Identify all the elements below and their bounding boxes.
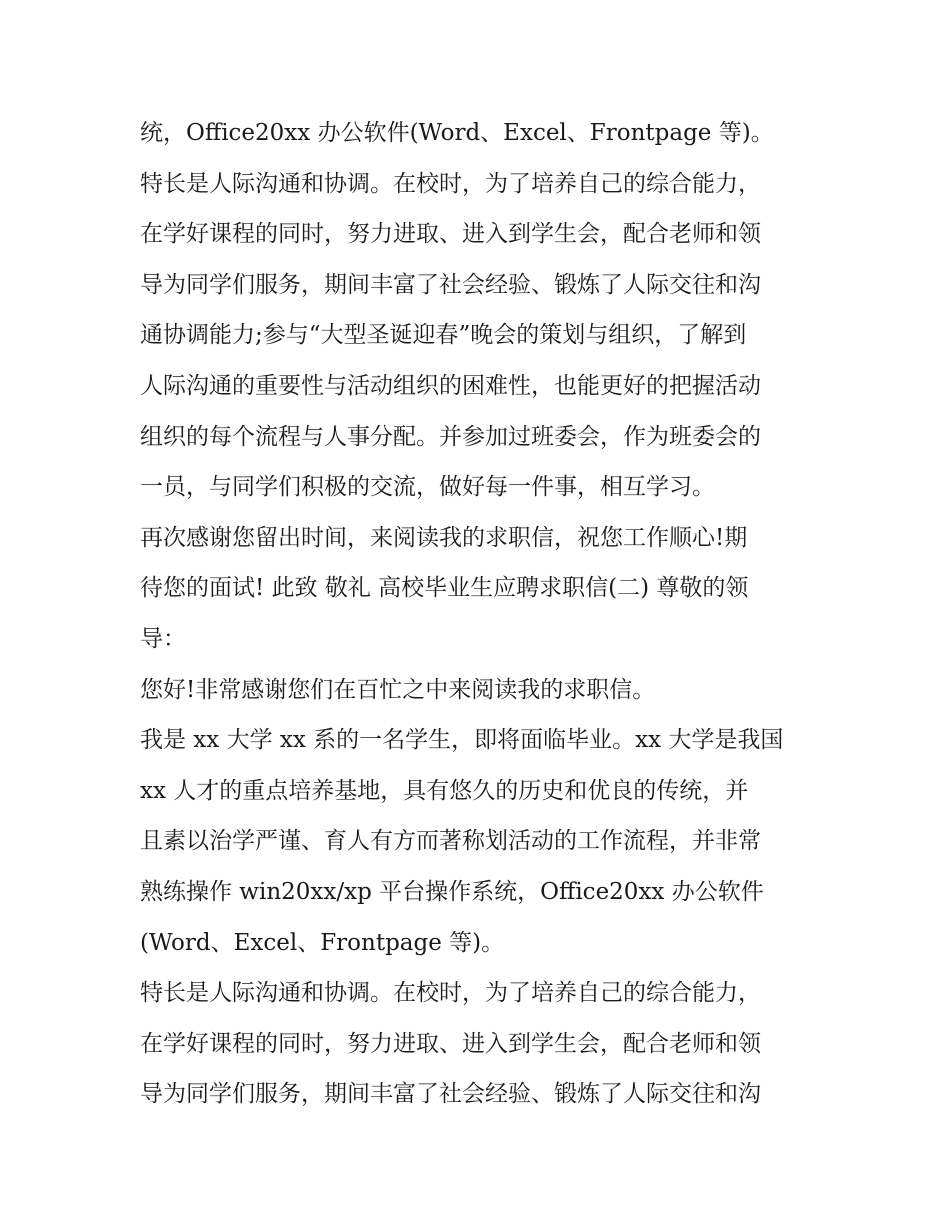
text-line: 导为同学们服务，期间丰富了社会经验、锻炼了人际交往和沟 <box>140 271 761 298</box>
document-body <box>140 108 820 1120</box>
text-line: xx 人才的重点培养基地，具有悠久的历史和优良的传统，并 <box>140 777 749 804</box>
text-line: 导： <box>140 625 186 652</box>
text-line: 再次感谢您留出时间，来阅读我的求职信，祝您工作顺心!期 <box>140 524 748 551</box>
text-line: 在学好课程的同时，努力进取、进入到学生会，配合老师和领 <box>140 1030 761 1057</box>
text-line: 组织的每个流程与人事分配。并参加过班委会，作为班委会的 <box>140 423 761 450</box>
text-line: 导为同学们服务，期间丰富了社会经验、锻炼了人际交往和沟 <box>140 1081 761 1108</box>
text-line: 统，Office20xx 办公软件(Word、Excel、Frontpage 等)。 <box>140 120 774 146</box>
text-line: 一员，与同学们积极的交流，做好每一件事，相互学习。 <box>140 474 715 501</box>
text-line: 特长是人际沟通和协调。在校时，为了培养自己的综合能力， <box>140 170 761 197</box>
text-line: 特长是人际沟通和协调。在校时，为了培养自己的综合能力， <box>140 980 761 1007</box>
text-line: 我是 xx 大学 xx 系的一名学生，即将面临毕业。xx 大学是我国 <box>140 727 784 754</box>
text-line: 通协调能力;参与“大型圣诞迎春”晚会的策划与组织，了解到 <box>140 322 747 349</box>
text-line: (Word、Excel、Frontpage 等)。 <box>140 929 505 956</box>
text-line: 待您的面试! 此致 敬礼 高校毕业生应聘求职信(二) 尊敬的领 <box>140 575 749 602</box>
text-line: 且素以治学严谨、育人有方而著称划活动的工作流程，并非常 <box>140 828 761 855</box>
text-line: 您好!非常感谢您们在百忙之中来阅读我的求职信。 <box>140 676 656 703</box>
text-line: 人际沟通的重要性与活动组织的困难性，也能更好的把握活动 <box>140 372 761 399</box>
text-line: 熟练操作 win20xx/xp 平台操作系统，Office20xx 办公软件 <box>140 878 764 905</box>
text-line: 在学好课程的同时，努力进取、进入到学生会，配合老师和领 <box>140 221 761 248</box>
